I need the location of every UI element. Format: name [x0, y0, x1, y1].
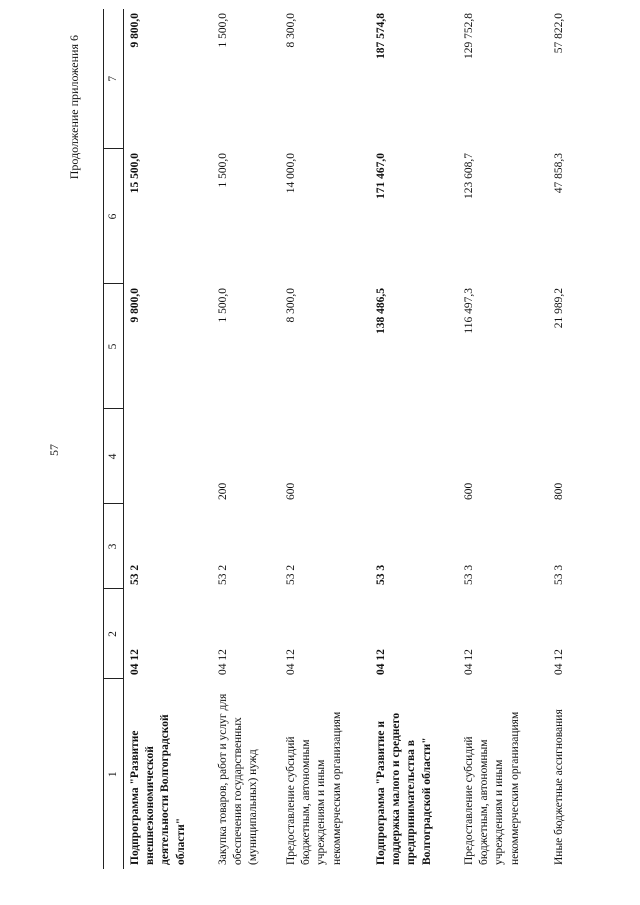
row-target: 53 3	[463, 564, 475, 585]
row-year2: 47 858,3	[553, 153, 565, 194]
budget-table	[103, 9, 582, 869]
row-type	[128, 409, 216, 504]
table-row	[284, 9, 374, 869]
row-type: 800	[553, 482, 565, 500]
row-name: Подпрограмма "Развитие и поддержка малого и среднего предпринимательства в Волгоградской области"	[375, 712, 433, 865]
row-name: Подпрограмма "Развитие внешнеэкономической деятельности Волгоградской области"	[129, 714, 187, 865]
column-header: 4	[104, 409, 124, 504]
row-target: 53 2	[217, 564, 229, 585]
row-year2: 1 500,0	[217, 153, 229, 188]
table-row	[374, 9, 462, 869]
row-year1: 116 497,3	[463, 288, 475, 334]
row-year3: 1 500,0	[217, 13, 229, 48]
row-year2: 15 500,0	[129, 153, 141, 194]
row-year3: 187 574,8	[375, 13, 387, 59]
row-name: Иные бюджетные ассигнования	[553, 709, 565, 865]
row-year2: 14 000,0	[285, 153, 297, 194]
table-row	[552, 9, 582, 869]
column-header: 5	[104, 284, 124, 409]
row-section: 04 12	[129, 649, 141, 675]
row-target: 53 3	[375, 564, 387, 585]
row-year1: 8 300,0	[285, 288, 297, 323]
row-year3: 129 752,8	[463, 13, 475, 59]
page-number: 57	[47, 444, 61, 456]
row-section: 04 12	[463, 649, 475, 675]
row-name: Предоставление субсидий бюджетным, автономным учреждениям и иным некоммерческим организациям	[285, 711, 343, 865]
row-year3: 57 822,0	[553, 13, 565, 54]
row-section: 04 12	[553, 649, 565, 675]
row-section: 04 12	[285, 649, 297, 675]
row-section: 04 12	[375, 649, 387, 675]
row-type: 600	[285, 482, 297, 500]
row-target: 53 2	[129, 564, 141, 585]
row-target: 53 2	[285, 564, 297, 585]
row-name: Закупка товаров, работ и услуг для обеспечения государственных (муниципальных) нужд	[217, 693, 260, 865]
row-name: Предоставление субсидий бюджетным, автономным учреждениям и иным некоммерческим организациям	[463, 711, 521, 865]
table-row	[128, 9, 216, 869]
column-header: 6	[104, 149, 124, 284]
column-header: 1	[104, 679, 124, 869]
row-target: 53 3	[553, 564, 565, 585]
row-year3: 8 300,0	[285, 13, 297, 48]
row-year1: 21 989,2	[553, 288, 565, 329]
column-header: 7	[104, 9, 124, 149]
column-header: 3	[104, 504, 124, 589]
row-year3: 9 800,0	[129, 13, 141, 48]
row-year1: 138 486,5	[375, 288, 387, 334]
column-header: 2	[104, 589, 124, 679]
row-year2: 171 467,0	[375, 153, 387, 199]
table-row	[216, 9, 284, 869]
row-section: 04 12	[217, 649, 229, 675]
row-year1: 9 800,0	[129, 288, 141, 323]
row-year2: 123 608,7	[463, 153, 475, 199]
row-type: 600	[463, 482, 475, 500]
row-type: 200	[217, 482, 229, 500]
table-row	[462, 9, 552, 869]
row-year1: 1 500,0	[217, 288, 229, 323]
column-number-row	[104, 9, 124, 869]
row-type	[374, 409, 462, 504]
appendix-caption: Продолжение приложения 6	[67, 35, 81, 180]
